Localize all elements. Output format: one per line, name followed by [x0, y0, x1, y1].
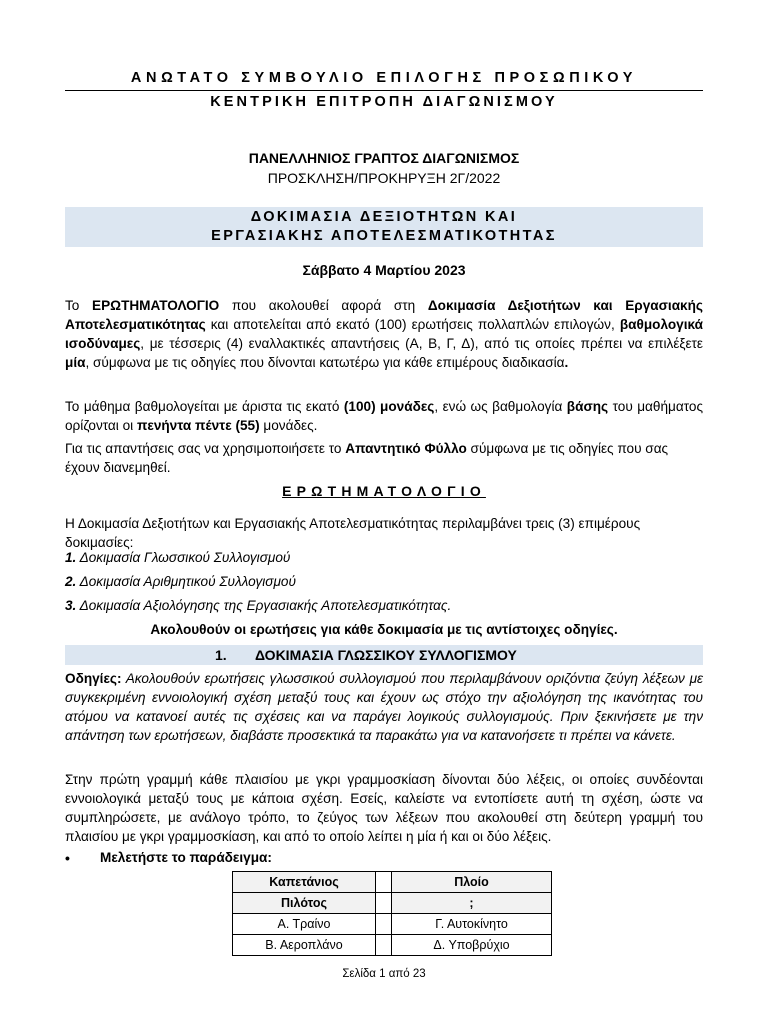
section-instructions: Οδηγίες: Ακολουθούν ερωτήσεις γλωσσικού συλλογισμού που περιλαμβάνουν οριζόντια ζεύγη λέξεων με συγκεκριμένη εννοιολογική σχέση μεταξύ τους και έχουν ως στόχο την αξιολόγηση της ικανότητας του ατόμου να κατανοεί αυτές τις σχέσεις και να παράγει λογικούς συλλογισμούς. Πριν ξεκινήσετε με την απάντηση των ερωτήσεων, διαβάστε προσεκτικά τα παρακάτω για να κατανοήσετε τι πρέπει να κάνετε. [65, 671, 703, 743]
intro-paragraph-3: Για τις απαντήσεις σας να χρησιμοποιήσετε το Απαντητικό Φύλλο σύμφωνα με τις οδηγίες που σας έχουν διανεμηθεί. [65, 441, 669, 475]
table-row: Β. Αεροπλάνο Δ. Υποβρύχιο [233, 935, 552, 956]
exam-date: Σάββατο 4 Μαρτίου 2023 [302, 262, 466, 278]
organization-name: ΑΝΩΤΑΤΟ ΣΥΜΒΟΥΛΙΟ ΕΠΙΛΟΓΗΣ ΠΡΟΣΩΠΙΚΟΥ [130, 70, 638, 86]
committee-name: ΚΕΝΤΡΙΚΗ ΕΠΙΤΡΟΠΗ ΔΙΑΓΩΝΙΣΜΟΥ [210, 94, 558, 110]
section-1-heading [65, 645, 703, 665]
intro-paragraph-1: Το ΕΡΩΤΗΜΑΤΟΛΟΓΙΟ που ακολουθεί αφορά στη Δοκιμασία Δεξιοτήτων και Εργασιακής Αποτελεσματικότητας και αποτελείται από εκατό (100) ερωτήσεις πολλαπλών επιλογών, βαθμολογικά ισοδύναμες, με τέσσερις (4) εναλλακτικές απαντήσεις (Α, Β, Γ, Δ), από τις οποίες πρέπει να επιλέξετε μία, σύμφωνα με τις οδηγίες που δίνονται κατωτέρω για κάθε επιμέρους διαδικασία. [65, 298, 704, 370]
exam-announcement: ΠΡΟΣΚΛΗΣΗ/ΠΡΟΚΗΡΥΞΗ 2Γ/2022 [267, 170, 501, 186]
table-row: Α. Τραίνο Γ. Αυτοκίνητο [233, 914, 552, 935]
questionnaire-heading: ΕΡΩΤΗΜΑΤΟΛΟΓΙΟ [282, 483, 486, 499]
test-list-item: 1. Δοκιμασία Γλωσσικού Συλλογισμού [65, 550, 291, 565]
test-title-line2: ΕΡΓΑΣΙΑΚΗΣ ΑΠΟΤΕΛΕΣΜΑΤΙΚΟΤΗΤΑΣ [211, 228, 557, 244]
exam-title: ΠΑΝΕΛΛΗΝΙΟΣ ΓΡΑΠΤΟΣ ΔΙΑΓΩΝΙΣΜΟΣ [248, 150, 520, 166]
overview-paragraph: Η Δοκιμασία Δεξιοτήτων και Εργασιακής Αποτελεσματικότητας περιλαμβάνει τρεις (3) επιμέρους δοκιμασίες: [65, 516, 641, 550]
test-title-band [65, 207, 703, 247]
section-title: ΔΟΚΙΜΑΣΙΑ ΓΛΩΣΣΙΚΟΥ ΣΥΛΛΟΓΙΣΜΟΥ [255, 647, 517, 663]
table-row: Πιλότος ; [233, 893, 552, 914]
document-page: ΑΝΩΤΑΤΟ ΣΥΜΒΟΥΛΙΟ ΕΠΙΛΟΓΗΣ ΠΡΟΣΩΠΙΚΟΥ ΚΕΝΤΡΙΚΗ ΕΠΙΤΡΟΠΗ ΔΙΑΓΩΝΙΣΜΟΥ ΠΑΝΕΛΛΗΝΙΟΣ ΓΡΑΠΤΟΣ ΔΙΑΓΩΝΙΣΜΟΣ ΠΡΟΣΚΛΗΣΗ/ΠΡΟΚΗΡΥΞΗ 2Γ/2022 ΔΟΚΙΜΑΣΙΑ ΔΕΞΙΟΤΗΤΩΝ ΚΑΙ ΕΡΓΑΣΙΑΚΗΣ ΑΠΟΤΕΛΕΣΜΑΤΙΚΟΤΗΤΑΣ Σάββατο 4 Μαρτίου 2023 Το ΕΡΩΤΗΜΑΤΟΛΟΓΙΟ που ακολουθεί αφορά στη Δοκιμασία Δεξιοτήτων και Εργασιακής Αποτελεσματικότητας και αποτελείται από εκατό (100) ερωτήσεις πολλαπλών επιλογών, βαθμολογικά ισοδύναμες, με τέσσερις (4) εναλλακτικές απαντήσεις (Α, Β, Γ, Δ), από τις οποίες πρέπει να επιλέξετε μία, σύμφωνα με τις οδηγίες που δίνονται κατωτέρω για κάθε επιμέρους διαδικασία. Το μάθημα βαθμολογείται με άριστα τις εκατό (100) μονάδες, ενώ ως βαθμολογία βάσης του μαθήματος ορίζονται οι πενήντα πέντε (55) μονάδες. Για τις απαντήσεις σας να χρησιμοποιήσετε το Απαντητικό Φύλλο σύμφωνα με τις οδηγίες που σας έχουν διανεμηθεί. ΕΡΩΤΗΜΑΤΟΛΟΓΙΟ Η Δοκιμασία Δεξιοτήτων και Εργασιακής Αποτελεσματικότητας περιλαμβάνει τρεις (3) επιμέρους δοκιμασίες: 1. Δοκιμασία Γλωσσικού Συλλογισμού 2. Δοκιμασία Αριθμητικού Συλλογισμού 3. Δοκιμασία Αξιολόγησης της Εργασιακής Αποτελεσματικότητας. Ακολουθούν οι ερωτήσεις για κάθε δοκιμασία με τις αντίστοιχες οδηγίες. 1. ΔΟΚΙΜΑΣΙΑ ΓΛΩΣΣΙΚΟΥ ΣΥΛΛΟΓΙΣΜΟΥ Οδηγίες: Ακολουθούν ερωτήσεις γλωσσικού συλλογισμού που περιλαμβάνουν οριζόντια ζεύγη λέξεων με συγκεκριμένη εννοιολογική σχέση μεταξύ τους και έχουν ως στόχο την αξιολόγηση της ικανότητας του ατόμου να κατανοεί αυτές τις σχέσεις και να παράγει λογικούς συλλογισμούς. Πριν ξεκινήσετε με την απάντηση των ερωτήσεων, διαβάστε προσεκτικά τα παρακάτω για να κατανοήσετε τι πρέπει να κάνετε. Στην πρώτη γραμμή κάθε πλαισίου με γκρι γραμμοσκίαση δίνονται δύο λέξεις, οι οποίες συνδέονται εννοιολογικά μεταξύ τους με κάποια σχέση. Εσείς, καλείστε να εντοπίσετε αυτή τη σχέση, ώστε να συμπληρώσετε, με ανάλογο τρόπο, το ζεύγος των λέξεων που ακολουθεί στη δεύτερη γραμμή του πλαισίου με γκρι γραμμοσκίαση, και από το οποίο λείπει η μία ή και οι δύο λέξεις. • Μελετήστε το παράδειγμα: Καπετάνιος Πλοίο Πιλότος ; Α. Τραίνο Γ. Αυτοκίνητο Β. Αεροπλάνο Δ. Υποβρύχιο Σελίδα 1 από 23 [0, 0, 768, 1024]
example-table [232, 871, 552, 956]
header-divider [65, 90, 703, 91]
section-body: Στην πρώτη γραμμή κάθε πλαισίου με γκρι γραμμοσκίαση δίνονται δύο λέξεις, οι οποίες συνδέονται εννοιολογικά μεταξύ τους με κάποια σχέση. Εσείς, καλείστε να εντοπίσετε αυτή τη σχέση, ώστε να συμπληρώσετε, με ανάλογο τρόπο, το ζεύγος των λέξεων που ακολουθεί στη δεύτερη γραμμή του πλαισίου με γκρι γραμμοσκίαση, και από το οποίο λείπει η μία ή και οι δύο λέξεις. [65, 772, 703, 844]
bullet-icon: • [65, 850, 70, 866]
follow-note: Ακολουθούν οι ερωτήσεις για κάθε δοκιμασία με τις αντίστοιχες οδηγίες. [150, 622, 618, 637]
page-footer: Σελίδα 1 από 23 [342, 968, 426, 980]
test-title-line1: ΔΟΚΙΜΑΣΙΑ ΔΕΞΙΟΤΗΤΩΝ ΚΑΙ [250, 209, 518, 225]
intro-paragraph-2: Το μάθημα βαθμολογείται με άριστα τις εκατό (100) μονάδες, ενώ ως βαθμολογία βάσης του μαθήματος ορίζονται οι πενήντα πέντε (55) μονάδες. [65, 399, 703, 433]
test-list-item: 3. Δοκιμασία Αξιολόγησης της Εργασιακής Αποτελεσματικότητας. [65, 598, 452, 613]
section-number: 1. [215, 647, 227, 663]
test-list-item: 2. Δοκιμασία Αριθμητικού Συλλογισμού [65, 574, 296, 589]
table-row: Καπετάνιος Πλοίο [233, 872, 552, 893]
